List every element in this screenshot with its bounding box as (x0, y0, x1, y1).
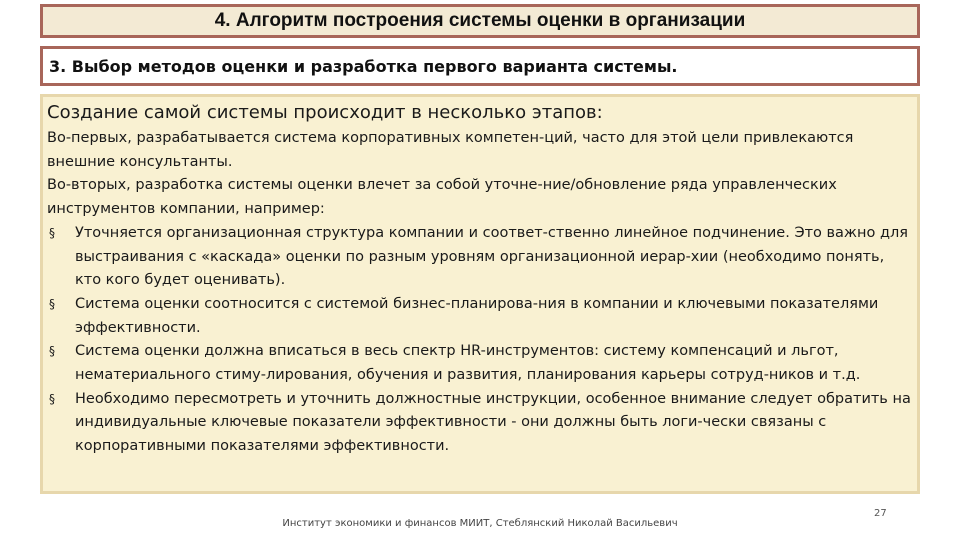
paragraph-first (47, 127, 913, 174)
paragraph-text: , разработка системы оценки влечет за собой уточне-ние/обновление ряда управленческих инструментов компании, например: (47, 177, 837, 218)
bullet-text: Система оценки соотносится с системой бизнес-планирова-ния в компании и ключевыми показателями эффективности. (75, 295, 879, 336)
bullet-marker: § (49, 296, 55, 311)
paragraph-text: , разрабатывается система корпоративных компетен-ций, часто для этой цели привлекаются внешние консультанты. (47, 130, 854, 170)
footer-credit: Институт экономики и финансов МИИТ, Стеблянский Николай Васильевич (282, 518, 678, 529)
paragraph-lead: Во-первых (47, 130, 128, 146)
list-item (47, 222, 913, 293)
slide-subtitle (40, 46, 920, 86)
list-item (47, 340, 913, 387)
list-item (47, 388, 913, 459)
bullet-text: Система оценки должна вписаться в весь спектр HR-инструментов: систему компенсаций и льгот, нематериального стиму-лирования, обучения и развития, планирования карьеры сотруд-ников и т.д. (75, 343, 861, 384)
bullet-text: Уточняется организационная структура компании и соответ-ственно линейное подчинение. Это важно для выстраивания с «каскада» оценки по разным уровням организационной иерар-хии (необходимо понять, кто кого будет оценивать). (75, 224, 908, 289)
slide-title (40, 4, 920, 38)
slide-subtitle-text: 3. Выбор методов оценки и разработка первого варианта системы. (49, 56, 678, 76)
paragraph-second (47, 174, 913, 221)
content-panel (40, 94, 920, 494)
bullet-list (47, 222, 913, 459)
bullet-text: Необходимо пересмотреть и уточнить должностные инструкции, особенное внимание следует обратить на индивидуальные ключевые показатели эффективности - они должны быть логи-чески связаны с корпоративными показателями эффективности. (75, 390, 911, 455)
bullet-marker: § (49, 391, 55, 406)
bullet-marker: § (49, 225, 55, 240)
bullet-marker: § (49, 344, 55, 359)
page-number: 27 (874, 508, 887, 519)
intro-text: Создание самой системы происходит в несколько этапов: (47, 102, 603, 123)
slide-title-text: 4. Алгоритм построения системы оценки в организации (214, 10, 746, 31)
paragraph-lead: Во-вторых (47, 177, 127, 194)
list-item (47, 293, 913, 340)
